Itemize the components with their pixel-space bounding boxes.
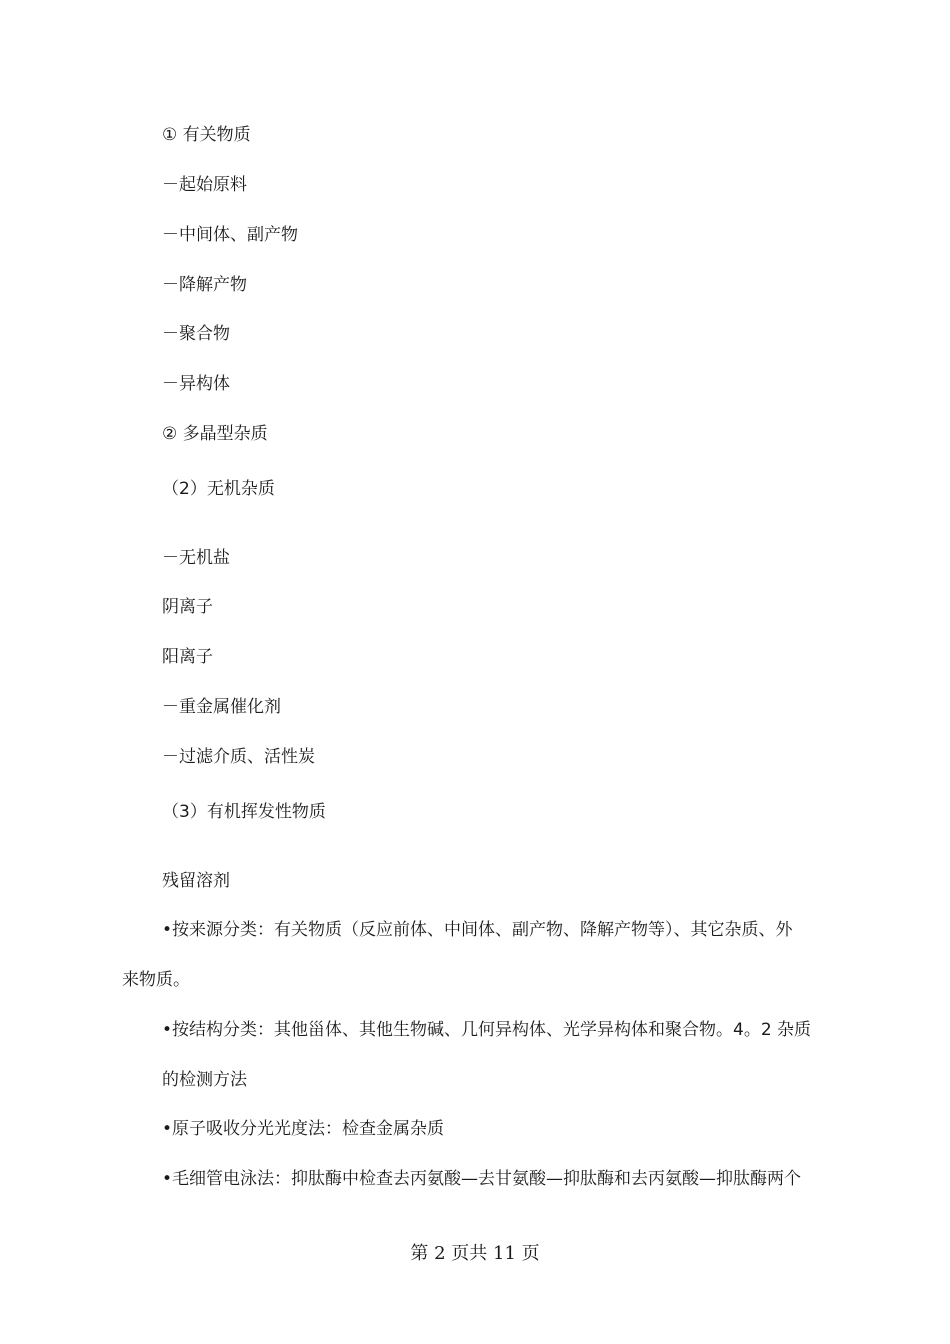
section-heading-inorganic-impurities: （2）无机杂质 <box>162 479 275 499</box>
section-heading-organic-volatiles: （3）有机挥发性物质 <box>162 802 326 822</box>
list-item-cations: 阳离子 <box>162 647 213 667</box>
list-item-intermediates: －中间体、副产物 <box>162 225 298 245</box>
page-footer: 第 2 页共 11 页 <box>410 1243 540 1264</box>
paragraph-atomic-absorption: •原子吸收分光光度法：检查金属杂质 <box>162 1119 445 1139</box>
paragraph-classification-by-source: •按来源分类：有关物质（反应前体、中间体、副产物、降解产物等）、其它杂质、外 <box>162 920 793 940</box>
list-item-filter-media: －过滤介质、活性炭 <box>162 747 315 767</box>
list-item-starting-materials: －起始原料 <box>162 175 247 195</box>
paragraph-classification-by-source-cont: 来物质。 <box>122 970 190 990</box>
list-item-related-substances: ① 有关物质 <box>162 125 251 145</box>
list-item-residual-solvents: 残留溶剂 <box>162 871 230 891</box>
paragraph-detection-methods-heading: 的检测方法 <box>162 1070 247 1090</box>
list-item-anions: 阴离子 <box>162 597 213 617</box>
list-item-polymers: －聚合物 <box>162 324 230 344</box>
list-item-degradation-products: －降解产物 <box>162 275 247 295</box>
paragraph-classification-by-structure: •按结构分类：其他甾体、其他生物碱、几何异构体、光学异构体和聚合物。4。2 杂质 <box>162 1020 812 1040</box>
list-item-heavy-metal-catalysts: －重金属催化剂 <box>162 697 281 717</box>
list-item-inorganic-salts: －无机盐 <box>162 548 230 568</box>
list-item-isomers: －异构体 <box>162 374 230 394</box>
paragraph-capillary-electrophoresis: •毛细管电泳法：抑肽酶中检查去丙氨酸—去甘氨酸—抑肽酶和去丙氨酸—抑肽酶两个 <box>162 1169 802 1189</box>
list-item-polymorphic-impurities: ② 多晶型杂质 <box>162 424 268 444</box>
